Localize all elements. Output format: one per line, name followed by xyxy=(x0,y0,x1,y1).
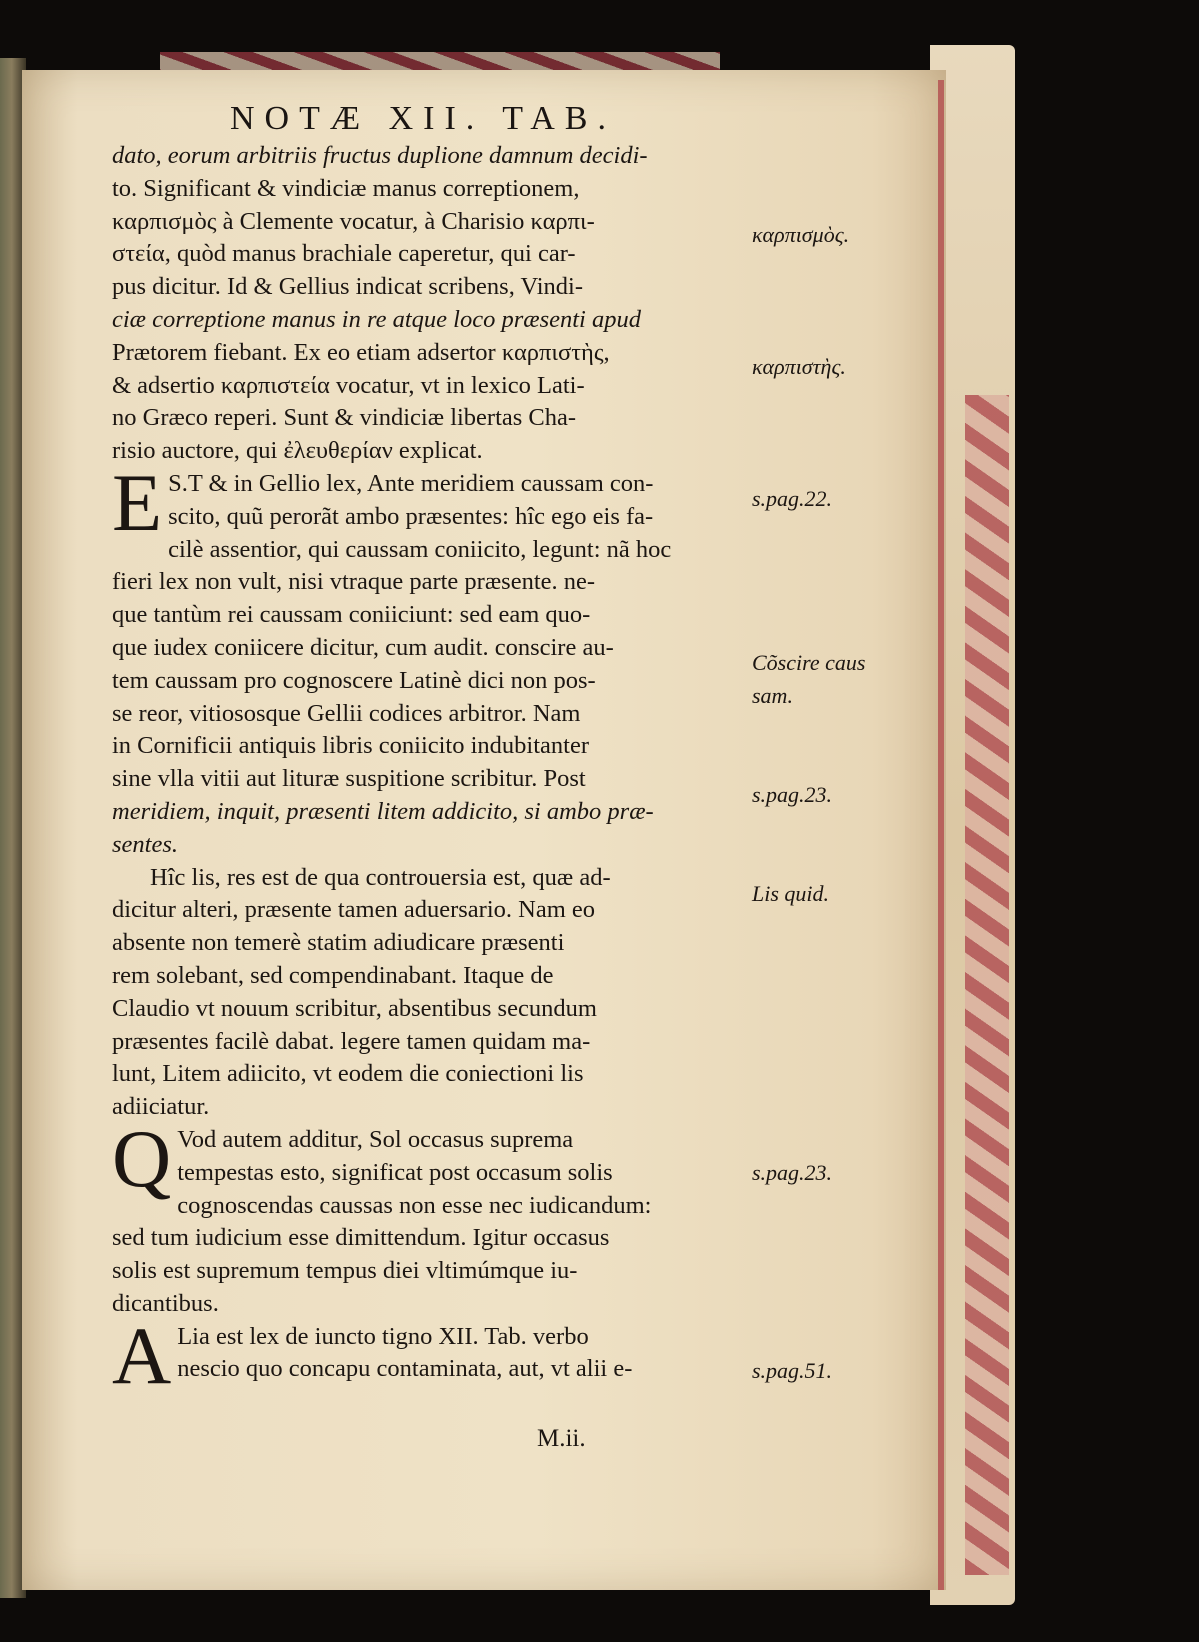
text-line: solis est supremum tempus diei vltimúmque iu- xyxy=(112,1257,578,1285)
text-line: meridiem, inquit, præsenti litem addicito, si ambo præ- xyxy=(112,797,654,825)
text-line: Vod autem additur, Sol occasus suprema xyxy=(177,1125,574,1153)
margin-note: καρπισμὸς. xyxy=(752,222,850,247)
text-line: risio auctore, qui ἐλευθερίαν explicat. xyxy=(112,437,483,465)
text-line: que tantùm rei caussam coniiciunt: sed eam quo- xyxy=(112,601,591,629)
text-line: in Cornificii antiquis libris coniicito indubitanter xyxy=(112,732,589,760)
text-line: scito, quũ perorãt ambo præsentes: hîc ego eis fa- xyxy=(168,502,654,530)
text-line: præsentes facilè dabat. legere tamen quidam ma- xyxy=(112,1027,591,1055)
text-line: cilè assentior, qui caussam coniicito, legunt: nã hoc xyxy=(168,535,672,563)
text-line: cognoscendas caussas non esse nec iudicandum: xyxy=(177,1191,652,1219)
margin-note: s.pag.23. xyxy=(752,782,833,807)
margin-note: sam. xyxy=(752,683,793,708)
text-line: στεία, quòd manus brachiale caperetur, qui car- xyxy=(112,240,576,268)
text-line: pus dicitur. Id & Gellius indicat scribens, Vindi- xyxy=(112,273,584,301)
text-line: absente non temerè statim adiudicare præsenti xyxy=(112,929,565,957)
text-line: se reor, vitiososque Gellii codices arbitror. Nam xyxy=(112,699,581,727)
text-line: ciæ correptione manus in re atque loco præsenti apud xyxy=(112,305,641,333)
text-line: Claudio vt nouum scribitur, absentibus secundum xyxy=(112,994,597,1022)
dropcap-letter: E xyxy=(112,456,163,548)
text-line: dicantibus. xyxy=(112,1289,219,1317)
text-line: fieri lex non vult, nisi vtraque parte præsente. ne- xyxy=(112,568,596,596)
margin-note: Cõscire caus xyxy=(752,650,866,675)
text-line: & adsertio καρπιστεία vocatur, vt in lexico Lati- xyxy=(112,371,585,399)
text-line: no Græco reperi. Sunt & vindiciæ libertas Cha- xyxy=(112,404,577,432)
text-line: sed tum iudicium esse dimittendum. Igitur occasus xyxy=(112,1224,610,1252)
red-page-edge xyxy=(938,80,944,1590)
text-line: sine vlla vitii aut lituræ suspitione scribitur. Post xyxy=(112,765,586,793)
text-line: Lia est lex de iuncto tigno XII. Tab. verbo xyxy=(177,1322,589,1350)
margin-note: s.pag.51. xyxy=(752,1358,833,1383)
text-line: καρπισμὸς à Clemente vocatur, à Charisio καρπι- xyxy=(112,207,595,235)
running-header: NOTÆ XII. TAB. xyxy=(230,100,616,137)
dropcap-letter: A xyxy=(112,1309,172,1401)
main-text-block xyxy=(112,140,742,1401)
text-line: lunt, Litem adiicito, vt eodem die coniectioni lis xyxy=(112,1060,584,1088)
text-line: dato, eorum arbitriis fructus duplione damnum decidi- xyxy=(112,142,648,169)
text-line: tempestas esto, significat post occasum solis xyxy=(177,1158,613,1186)
text-line: que iudex coniicere dicitur, cum audit. conscire au- xyxy=(112,633,614,661)
text-line: sentes. xyxy=(112,830,178,858)
text-line: nescio quo concapu contaminata, aut, vt alii e- xyxy=(177,1355,633,1383)
marbled-endpaper xyxy=(965,395,1009,1575)
text-line: tem caussam pro cognoscere Latinè dici non pos- xyxy=(112,666,596,694)
text-line: rem solebant, sed compendinabant. Itaque de xyxy=(112,961,554,989)
text-line: S.T & in Gellio lex, Ante meridiem caussam con- xyxy=(168,469,654,497)
margin-note: καρπιστὴς. xyxy=(752,354,846,379)
paragraph-with-dropcap xyxy=(112,456,742,548)
text-line: Hîc lis, res est de qua controuersia est, quæ ad- xyxy=(150,863,611,891)
text-line: adiiciatur. xyxy=(112,1093,210,1121)
signature-mark: M.ii. xyxy=(537,1425,586,1452)
text-line: to. Significant & vindiciæ manus correptionem, xyxy=(112,174,580,202)
text-line: Prætorem fiebant. Ex eo etiam adsertor καρπιστὴς, xyxy=(112,338,610,366)
dropcap-letter: Q xyxy=(112,1112,172,1204)
margin-note: s.pag.23. xyxy=(752,1160,833,1185)
text-line: dicitur alteri, præsente tamen aduersario. Nam eo xyxy=(112,896,596,924)
margin-note: s.pag.22. xyxy=(752,486,833,511)
margin-note: Lis quid. xyxy=(752,881,830,906)
paragraph-with-dropcap xyxy=(112,1112,742,1204)
paragraph-with-dropcap xyxy=(112,1309,742,1401)
